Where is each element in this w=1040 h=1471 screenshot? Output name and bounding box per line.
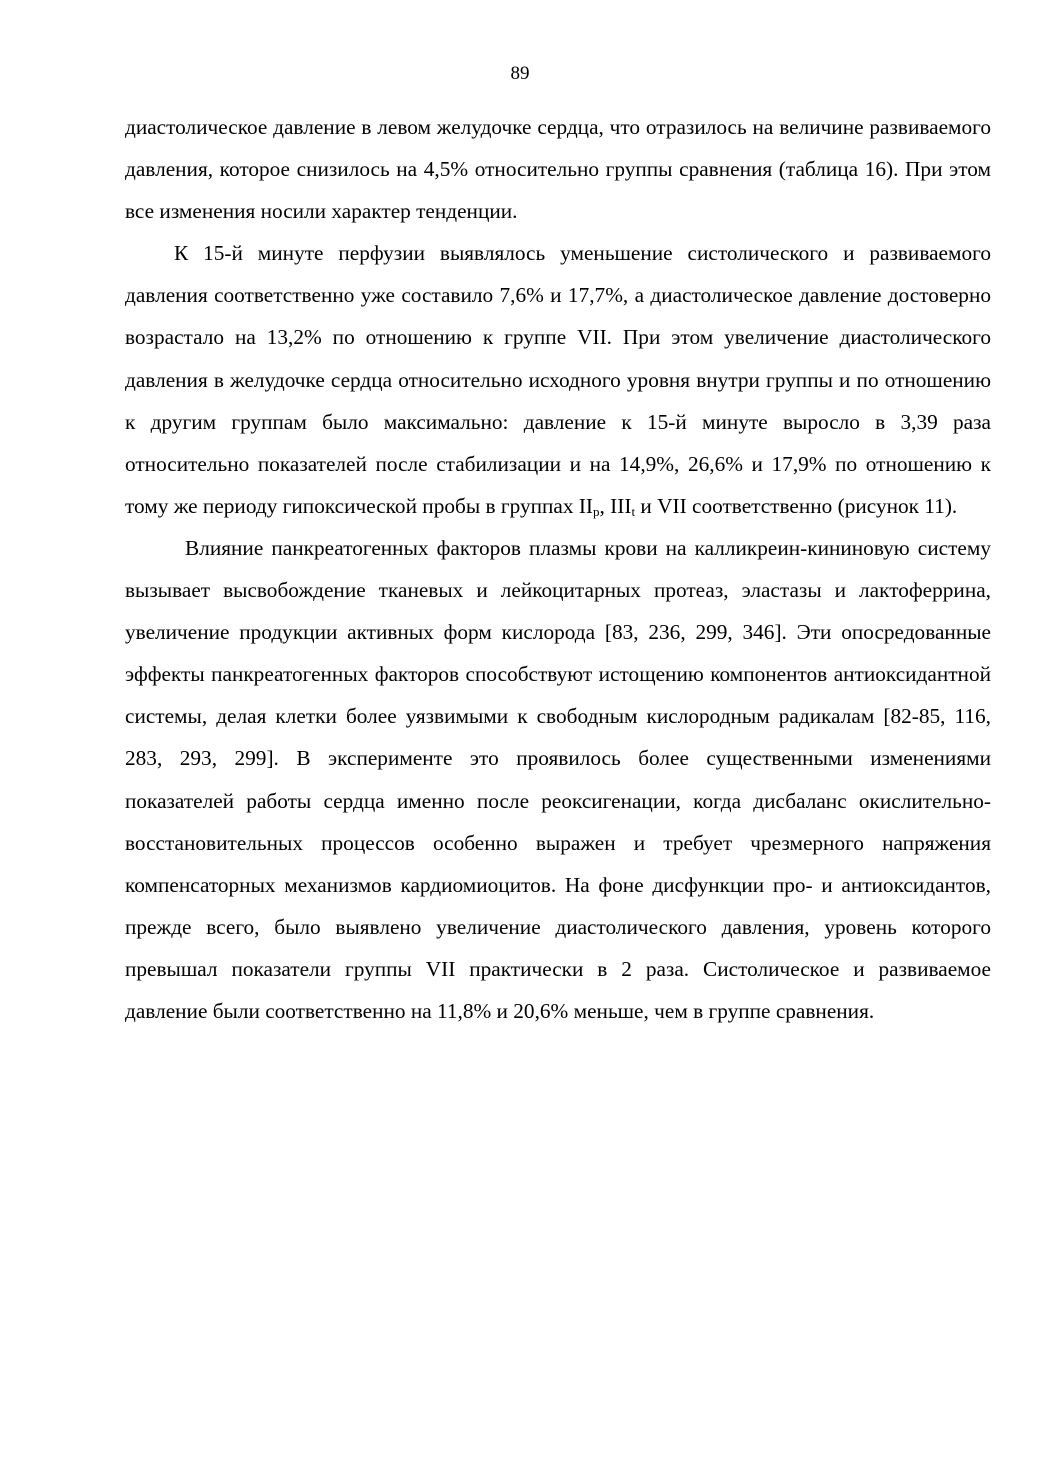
paragraph-2 [125,232,991,527]
page-body [125,106,991,1032]
paragraph-3: Влияние панкреатогенных факторов плазмы крови на калликреин-кининовую систему вызывает высвобождение тканевых и лейкоцитарных протеаз, эластазы и лактоферрина, увеличение продукции активных форм кислорода [83, 236, 299, 346]. Эти опосредованные эффекты панкреатогенных факторов способствуют истощению компонентов антиоксидантной системы, делая клетки более уязвимыми к свободным кислородным радикалам [82-85, 116, 283, 293, 299]. В эксперименте это проявилось более существенными изменениями показателей работы сердца именно после реоксигенации, когда дисбаланс окислительно-восстановительных процессов особенно выражен и требует чрезмерного напряжения компенсаторных механизмов кардиомиоцитов. На фоне дисфункции про- и антиоксидантов, прежде всего, было выявлено увеличение диастолического давления, уровень которого превышал показатели группы VII практически в 2 раза. Систолическое и развиваемое давление были соответственно на 11,8% и 20,6% меньше, чем в группе сравнения. [125,535,991,1023]
group-label-a: II [578,493,593,518]
paragraph-2-text-end: и VII соответственно (рисунок 11). [635,493,958,518]
group-label-b: III [610,493,632,518]
group-label-a-subscript: p [593,503,600,519]
paragraph-1: диастолическое давление в левом желудочке сердца, что отразилось на величине развиваемого давления, которое снизилось на 4,5% относительно группы сравнения (таблица 16). При этом все изменения носили характер тенденции. [125,115,991,224]
group-separator: , [599,493,611,518]
group-label-b-subscript: t [631,503,636,519]
paragraph-2-text-start: К 15-й минуте перфузии выявлялось уменьшение систолического и развиваемого давления соответственно уже составило 7,6% и 17,7%, а диастолическое давление достоверно возрастало на 13,2% по отношению к группе VII. При этом увеличение диастолического давления в желудочке сердца относительно исходного уровня внутри группы и по отношению к другим группам было максимально: давление к 15-й минуте выросло в 3,39 раза относительно показателей после стабилизации и на 14,9%, 26,6% и 17,9% по отношению к тому же периоду гипоксической пробы в группах [125,241,991,518]
page-number: 89 [510,63,530,84]
